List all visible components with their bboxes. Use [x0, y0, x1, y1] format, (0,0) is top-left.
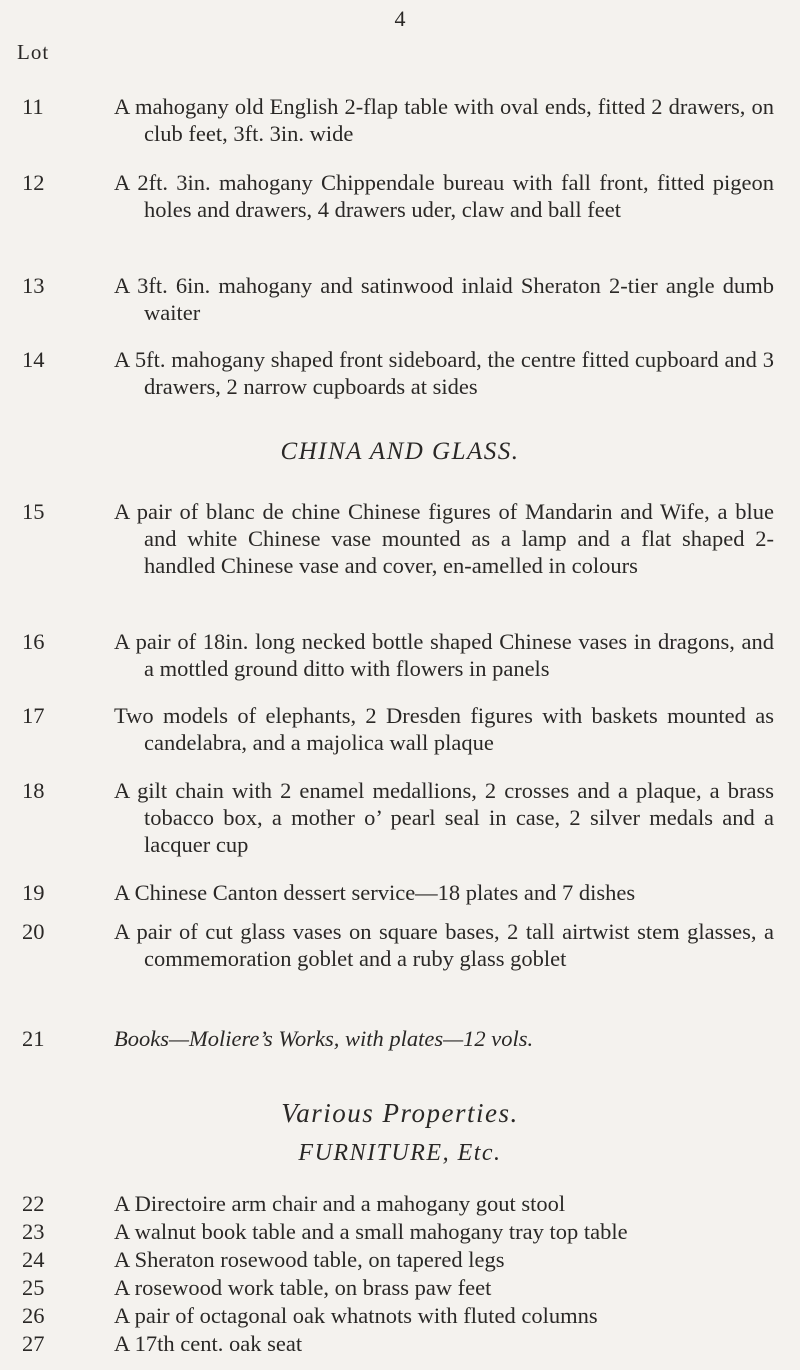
lot-description: A 3ft. 6in. mahogany and satinwood inlaid Sheraton 2-tier angle dumb waiter	[114, 273, 774, 325]
lot-number: 17	[22, 703, 45, 728]
lot-number: 16	[22, 629, 45, 654]
lot-description: A 17th cent. oak seat	[114, 1331, 303, 1356]
section-heading-furniture: FURNITURE, Etc.	[298, 1140, 502, 1166]
lot-description: A Sheraton rosewood table, on tapered legs	[114, 1247, 505, 1272]
lot-description: A Directoire arm chair and a mahogany gout stool	[114, 1191, 566, 1216]
lot-number: 13	[22, 273, 45, 298]
lot-description: A gilt chain with 2 enamel medallions, 2 crosses and a plaque, a brass tobacco box, a mother o’ pearl seal in case, 2 silver medals and a lacquer cup	[114, 778, 774, 857]
lot-description: A 5ft. mahogany shaped front sideboard, the centre fitted cupboard and 3 drawers, 2 narrow cupboards at sides	[114, 347, 774, 399]
lot-number: 23	[22, 1219, 45, 1244]
lot-description: A pair of octagonal oak whatnots with fluted columns	[114, 1303, 598, 1328]
section-heading-various: Various Properties.	[281, 1098, 519, 1128]
lot-column-header: Lot	[17, 40, 50, 64]
section-heading-china: CHINA AND GLASS.	[280, 438, 520, 465]
lot-number: 15	[22, 499, 45, 524]
lot-number: 21	[22, 1026, 45, 1051]
lot-number: 27	[22, 1331, 45, 1356]
lot-description: A 2ft. 3in. mahogany Chippendale bureau with fall front, fitted pigeon holes and drawers, 4 drawers uder, claw and ball feet	[114, 170, 774, 222]
lot-number: 20	[22, 919, 45, 944]
lot-number: 18	[22, 778, 45, 803]
lot-description: A pair of 18in. long necked bottle shaped Chinese vases in dragons, and a mottled ground ditto with flowers in panels	[114, 629, 774, 681]
lot-description: Books—Moliere’s Works, with plates—12 vols.	[114, 1026, 534, 1051]
lot-description: Two models of elephants, 2 Dresden figures with baskets mounted as candelabra, and a majolica wall plaque	[114, 703, 774, 755]
lot-number: 25	[22, 1275, 45, 1300]
lot-number: 14	[22, 347, 45, 372]
lot-number: 22	[22, 1191, 45, 1216]
lot-number: 26	[22, 1303, 45, 1328]
lot-number: 24	[22, 1247, 45, 1272]
lot-number: 19	[22, 880, 45, 905]
lot-number: 12	[22, 170, 45, 195]
lot-description: A pair of cut glass vases on square bases, 2 tall airtwist stem glasses, a commemoration goblet and a ruby glass goblet	[114, 919, 774, 971]
lot-description: A Chinese Canton dessert service—18 plates and 7 dishes	[114, 880, 636, 905]
lot-description: A walnut book table and a small mahogany tray top table	[114, 1219, 628, 1244]
lot-number: 11	[22, 94, 44, 119]
page-number: 4	[394, 6, 406, 31]
lot-description: A mahogany old English 2-flap table with oval ends, fitted 2 drawers, on club feet, 3ft. 3in. wide	[114, 94, 774, 146]
lot-description: A pair of blanc de chine Chinese figures of Mandarin and Wife, a blue and white Chinese vase mounted as a lamp and a flat shaped 2-handled Chinese vase and cover, en-amelled in colours	[114, 499, 774, 578]
lot-description: A rosewood work table, on brass paw feet	[114, 1275, 492, 1300]
